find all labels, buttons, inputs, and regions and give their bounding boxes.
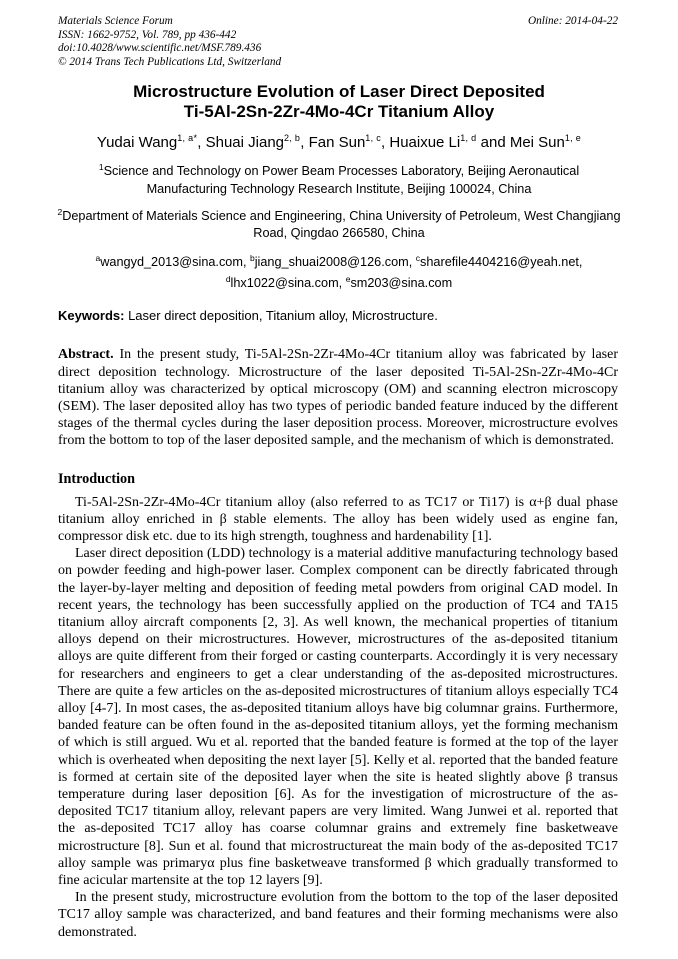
author-name: Yudai Wang xyxy=(96,134,178,152)
paper-title-line1: Microstructure Evolution of Laser Direct Deposited xyxy=(133,82,545,102)
affiliation-line xyxy=(0,204,678,225)
author xyxy=(389,134,509,151)
author-affil-marker: 2, b xyxy=(284,133,301,144)
affiliation-1 xyxy=(0,159,678,197)
keywords-label: Keywords: xyxy=(58,308,125,324)
introduction-paragraph-2: Laser direct deposition (LDD) technology is a material additive manufacturing technology based on powder feeding and high-power laser. Complex component can be directly fabricated through the layer-by-layer melting and deposition of feeding metal powders from original CAD model. In recent years, the technology has been successfully applied on the production of TC4 and TA15 titanium alloy aircraft components [2, 3]. As well known, the mechanical properties of titanium alloys depend on their microstructures. However, microstructures of the as-deposited titanium alloys are quite different from their forged or casting counterparts. Accordingly it is very necessary for researchers and engineers to get a clear understanding of the as-deposited microstructures. There are quite a few articles on the as-deposited microstructures of titanium alloys especially TC4 alloy [4-7]. In most cases, the as-deposited titanium alloys have big columnar grains. Furthermore, banded feature can be often found in the as-deposited titanium alloys, yet the forming mechanism of which is still argued. Wu et al. reported that the banded feature is formed at the top of the layer which is overheated when depositing the next layer [5]. Kelly et al. reported that the banded feature is formed at certain site of the deposited layer when the site is heated slightly above β transus temperature during laser deposition [6]. As for the investigation of microstructure of the as-deposited TC17 titanium alloy, relevant papers are very limited. Wang Junwei et al. reported that the as-deposited TC17 alloy has coarse columnar grains and extremely fine basketweave microstructure [8]. Sun et al. found that microstructureat the main body of the as-deposited TC17 alloy sample was primaryα plus fine basketweave transformed β which gradually transformed to fine acicular martensite at the top 12 layers [9]. xyxy=(58,546,618,888)
email xyxy=(415,252,583,270)
affiliation-marker: 2 xyxy=(57,206,63,217)
journal-name: Materials Science Forum xyxy=(58,15,173,27)
affiliation-2 xyxy=(0,204,678,242)
email-marker: e xyxy=(345,274,351,285)
email-address: sharefile4404216@yeah.net xyxy=(420,255,579,270)
paper-title xyxy=(40,82,638,122)
email-separator: , xyxy=(578,255,583,270)
affiliation-line: Road, Qingdao 266580, China xyxy=(253,225,425,240)
author-affil-marker: 1, c xyxy=(365,133,382,144)
email xyxy=(250,252,416,270)
email-separator: , xyxy=(338,276,346,291)
email-address: sm203@sina.com xyxy=(350,276,453,291)
issn-line: ISSN: 1662-9752, Vol. 789, pp 436-442 xyxy=(58,28,237,41)
author xyxy=(309,134,390,151)
author-name: Mei Sun xyxy=(509,134,565,152)
keywords-text: Laser direct deposition, Titanium alloy, Microstructure. xyxy=(124,308,438,324)
author-separator: , xyxy=(381,134,390,152)
author-separator: , xyxy=(197,134,206,152)
email-address: wangyd_2013@sina.com xyxy=(100,255,243,270)
abstract-label: Abstract. xyxy=(58,347,114,363)
author-separator: and xyxy=(476,134,510,152)
email-marker: d xyxy=(225,274,231,285)
affiliation-text: Science and Technology on Power Beam Processes Laboratory, Beijing Aeronautical xyxy=(103,164,580,179)
introduction-paragraph-3: In the present study, microstructure evolution from the bottom to the top of the laser deposited TC17 alloy sample was characterized, and band features and their forming mechanisms were also demonstrated. xyxy=(58,890,618,940)
email-address: lhx1022@sina.com xyxy=(230,276,339,291)
email xyxy=(226,276,346,290)
email xyxy=(95,252,250,270)
author-affil-marker: 1, e xyxy=(564,133,582,144)
email-marker: c xyxy=(415,252,421,263)
section-heading-introduction: Introduction xyxy=(58,470,135,487)
introduction-paragraph-1: Ti-5Al-2Sn-2Zr-4Mo-4Cr titanium alloy (also referred to as TC17 or Ti17) is α+β dual phase titanium alloy enriched in β stable elements. The alloy has been widely used as engine fan, compressor disk etc. due to its high strength, toughness and hardenability [1]. xyxy=(58,494,618,544)
online-date: Online: 2014-04-22 xyxy=(527,15,618,27)
email-separator: , xyxy=(408,255,416,270)
page-header xyxy=(0,0,678,69)
publication-info xyxy=(58,15,281,69)
author-separator: , xyxy=(300,134,309,152)
email-line-1 xyxy=(0,250,678,271)
doi-line: doi:10.4028/www.scientific.net/MSF.789.436 xyxy=(58,42,262,55)
affiliation-marker: 1 xyxy=(98,162,104,173)
email-address: jiang_shuai2008@126.com xyxy=(254,255,409,270)
author xyxy=(97,134,206,151)
author-name: Fan Sun xyxy=(308,134,366,152)
authors-line xyxy=(0,128,678,153)
author-name: Huaixue Li xyxy=(389,134,461,152)
affiliation-line xyxy=(0,159,678,180)
author xyxy=(510,134,581,151)
author-emails xyxy=(0,250,678,292)
email xyxy=(346,276,452,290)
affiliation-line: Manufacturing Technology Research Institute, Beijing 100024, China xyxy=(146,181,532,196)
email-separator: , xyxy=(242,255,250,270)
author-name: Shuai Jiang xyxy=(205,134,285,152)
abstract-text: In the present study, Ti-5Al-2Sn-2Zr-4Mo-4Cr titanium alloy was fabricated by laser direct deposition technology. Microstructure of the laser deposited Ti-5Al-2Sn-2Zr-4Mo-4Cr titanium alloy was characterized by optical microscopy (OM) and scanning electron microscopy (SEM). The laser deposited alloy has two types of periodic banded feature induced by the different stages of the thermal cycles during the laser deposition process. Moreover, microstructure evolves from the bottom to top of the laser deposited sample, and the mechanism of which is demonstrated. xyxy=(58,347,618,449)
paper-title-line2: Ti-5Al-2Sn-2Zr-4Mo-4Cr Titanium Alloy xyxy=(183,102,495,122)
keywords-line xyxy=(58,308,618,324)
author-affil-marker: 1, d xyxy=(460,133,477,144)
affiliation-text: Department of Materials Science and Engineering, China University of Petroleum, West Changjiang xyxy=(62,208,621,223)
email-marker: b xyxy=(250,252,255,263)
email-line-2 xyxy=(0,271,678,292)
author xyxy=(206,134,309,151)
author-affil-marker: 1, a* xyxy=(177,133,198,144)
copyright-line: © 2014 Trans Tech Publications Ltd, Switzerland xyxy=(58,55,282,68)
email-marker: a xyxy=(95,252,101,263)
abstract xyxy=(58,346,618,449)
